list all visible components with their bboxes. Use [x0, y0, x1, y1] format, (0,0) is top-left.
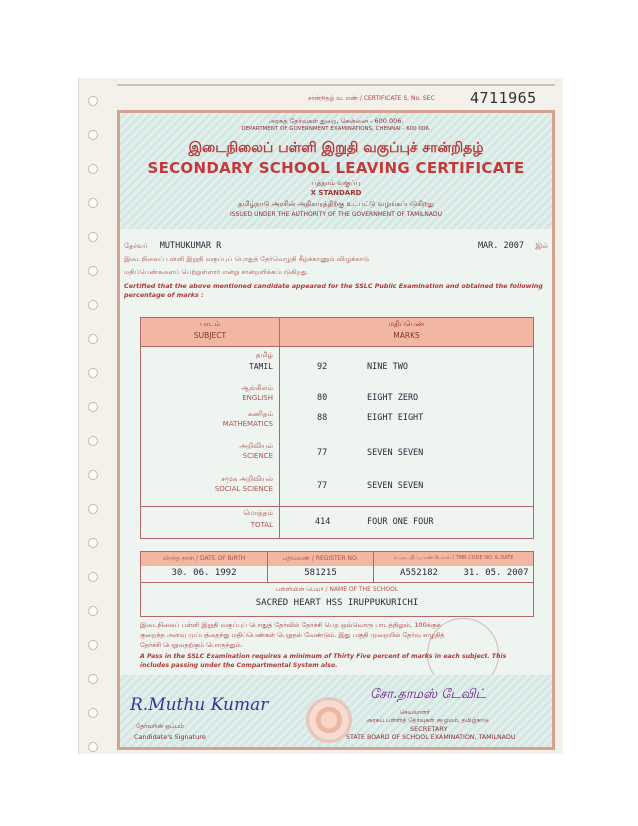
authority-english: ISSUED UNDER THE AUTHORITY OF THE GOVERNMENT OF TAMILNADU	[230, 211, 442, 218]
subject-marks: 77	[317, 448, 328, 458]
exam-month: MAR. 2007	[477, 241, 524, 251]
dob-value: 30. 06. 1992	[171, 568, 237, 578]
dept-tamil: அரசுத் தேர்வுகள் துறை, சென்னை - 600 006.	[268, 117, 404, 125]
subject-header-tamil: பாடம்	[199, 320, 221, 328]
candidate-signature: R.Muthu Kumar	[130, 695, 269, 715]
school-name: SACRED HEART HSS IRUPPUKURICHI	[255, 598, 419, 608]
table-rule	[141, 346, 533, 347]
subject-tamil: அறிவியல்	[239, 442, 273, 450]
regno-value: 581215	[304, 568, 337, 578]
regno-label: பதிவெண் / REGISTER NO.	[282, 555, 359, 562]
punch-hole	[88, 300, 98, 310]
total-marks: 414	[315, 517, 331, 527]
subject-tamil: கணிதம்	[247, 410, 273, 418]
candidate-label: தேர்வர்	[124, 242, 148, 250]
subject-marks: 80	[317, 393, 328, 403]
punch-hole	[88, 470, 98, 480]
top-stripe	[117, 84, 555, 86]
punch-hole	[88, 538, 98, 548]
english-note-1: A Pass in the SSLC Examination requires a minimum of Thirty Five percent of marks in each subject. This	[140, 653, 507, 660]
subject-marks: 92	[317, 362, 328, 372]
candidate-line-2: இடைநிலைப் பள்ளி இறுதி வகுப்புப் பொதுத் தேர்வெழுதி கீழ்க்காணும் விழுக்காடு	[124, 255, 370, 263]
punch-hole	[88, 266, 98, 276]
secretary-board-tamil: அரசுப் பள்ளித் தேர்வுகள் குழுமம், தமிழ்நாடு	[366, 717, 489, 724]
exam-suffix: இல்	[535, 242, 548, 250]
punch-hole	[88, 402, 98, 412]
marks-header-tamil: மதிப்பெண்	[388, 320, 425, 328]
punch-hole	[88, 572, 98, 582]
certified-text: Certified that the above mentioned candidate appeared for the SSLC Public Examination and obtained the following percentage of marks :	[124, 282, 543, 299]
secretary-signature: சோ.தாமஸ் டேவிட்	[370, 687, 486, 702]
secretary-label-tamil: செயலாளர்	[400, 709, 430, 716]
title-english: SECONDARY SCHOOL LEAVING CERTIFICATE	[147, 159, 525, 177]
subject-english: SOCIAL SCIENCE	[214, 485, 273, 493]
authority-tamil: தமிழ்நாடு அரசின் அதிகாரத்திற்கு உட்பட்டு வழங்கப்படுகிறது	[238, 200, 434, 208]
punch-hole	[88, 232, 98, 242]
standard-english: X STANDARD	[310, 189, 362, 197]
table-rule	[141, 506, 533, 507]
subject-english: MATHEMATICS	[222, 420, 273, 428]
subject-tamil: தமிழ்	[255, 351, 273, 359]
serial-number: 4711965	[470, 89, 537, 107]
punch-hole	[88, 504, 98, 514]
tmr-code: A552182	[400, 568, 438, 578]
certificate-frame	[117, 110, 555, 750]
subject-marks-words: EIGHT ZERO	[367, 393, 419, 403]
subject-tamil: சமூக அறிவியல்	[221, 475, 273, 483]
total-tamil: மொத்தம்	[243, 509, 273, 517]
punch-hole	[88, 606, 98, 616]
total-label: TOTAL	[250, 521, 273, 529]
tamil-note-1: இடைநிலைப் பள்ளி இறுதி வகுப்புப் பொதுத் தேர்வில் தேர்ச்சி பெற ஒவ்வொரு பாடத்திலும், 100க்குக்	[140, 621, 441, 629]
subject-marks: 77	[317, 481, 328, 491]
subject-marks-words: NINE TWO	[367, 362, 408, 372]
punch-hole	[88, 130, 98, 140]
subject-marks-words: EIGHT EIGHT	[367, 413, 424, 423]
tmr-label: ம.அ.பதிப்பு எண் & நாள் / TMR CODE NO. & DATE	[393, 555, 514, 561]
standard-tamil: பத்தாம் வகுப்பு	[311, 179, 361, 187]
board-label: STATE BOARD OF SCHOOL EXAMINATION, TAMILNADU	[346, 734, 516, 741]
subject-header: SUBJECT	[193, 331, 227, 340]
punch-hole	[88, 198, 98, 208]
candidate-line	[124, 241, 548, 251]
marks-header: MARKS	[393, 331, 420, 340]
subject-marks: 88	[317, 413, 328, 423]
subject-marks-words: SEVEN SEVEN	[367, 448, 424, 458]
table-divider	[279, 318, 280, 538]
punch-hole	[88, 674, 98, 684]
candidate-line-3: மதிப்பெண்களைப் பெற்றுள்ளார் என்று சான்றளிக்கப்படுகிறது.	[124, 268, 309, 276]
candidate-label-tamil: தேர்வரின் ஒப்பம்	[136, 723, 184, 730]
dept-english: DEPARTMENT OF GOVERNMENT EXAMINATIONS, CHENNAI - 600 006.	[241, 126, 431, 132]
dob-label: பிறந்த நாள் / DATE OF BIRTH	[162, 555, 246, 562]
info-rule	[141, 582, 533, 583]
candidate-name: MUTHUKUMAR R	[159, 241, 222, 251]
title-tamil: இடைநிலைப் பள்ளி இறுதி வகுப்புச் சான்றிதழ்	[188, 140, 484, 156]
school-label: பள்ளியின் பெயர் / NAME OF THE SCHOOL	[275, 586, 399, 593]
tamil-note-3: தேர்ச்சி பெறுவதற்கும் பொருந்தும்.	[140, 641, 243, 649]
english-note-2: includes passing under the Compartmental System also.	[140, 662, 338, 669]
subject-marks-words: SEVEN SEVEN	[367, 481, 424, 491]
subject-english: TAMIL	[248, 362, 273, 371]
candidate-label: Candidate's Signature	[134, 733, 206, 741]
serial-label: சான்றிதழ் வ. எண் / CERTIFICATE S. No. SEC	[308, 95, 435, 102]
subject-tamil: ஆங்கிலம்	[240, 384, 273, 392]
punch-hole	[88, 96, 98, 106]
punch-hole	[88, 164, 98, 174]
punch-hole	[88, 742, 98, 752]
punch-hole	[88, 640, 98, 650]
punch-hole	[88, 708, 98, 718]
punch-hole	[88, 436, 98, 446]
tamil-note-2: குறைந்த அளவு முப்பத்தைந்து மதிப்பெண்கள் பெறுதல் வேண்டும். இது பகுதி முறையில் தேர்வு எழுதித்	[140, 631, 445, 639]
info-box	[140, 551, 534, 617]
total-marks-words: FOUR ONE FOUR	[367, 517, 434, 527]
tmr-date: 31. 05. 2007	[463, 568, 529, 578]
secretary-label: SECRETARY	[410, 725, 448, 733]
punch-hole	[88, 368, 98, 378]
punch-hole	[88, 334, 98, 344]
subject-english: SCIENCE	[242, 452, 273, 460]
subject-english: ENGLISH	[242, 394, 273, 402]
marks-table	[140, 317, 534, 539]
